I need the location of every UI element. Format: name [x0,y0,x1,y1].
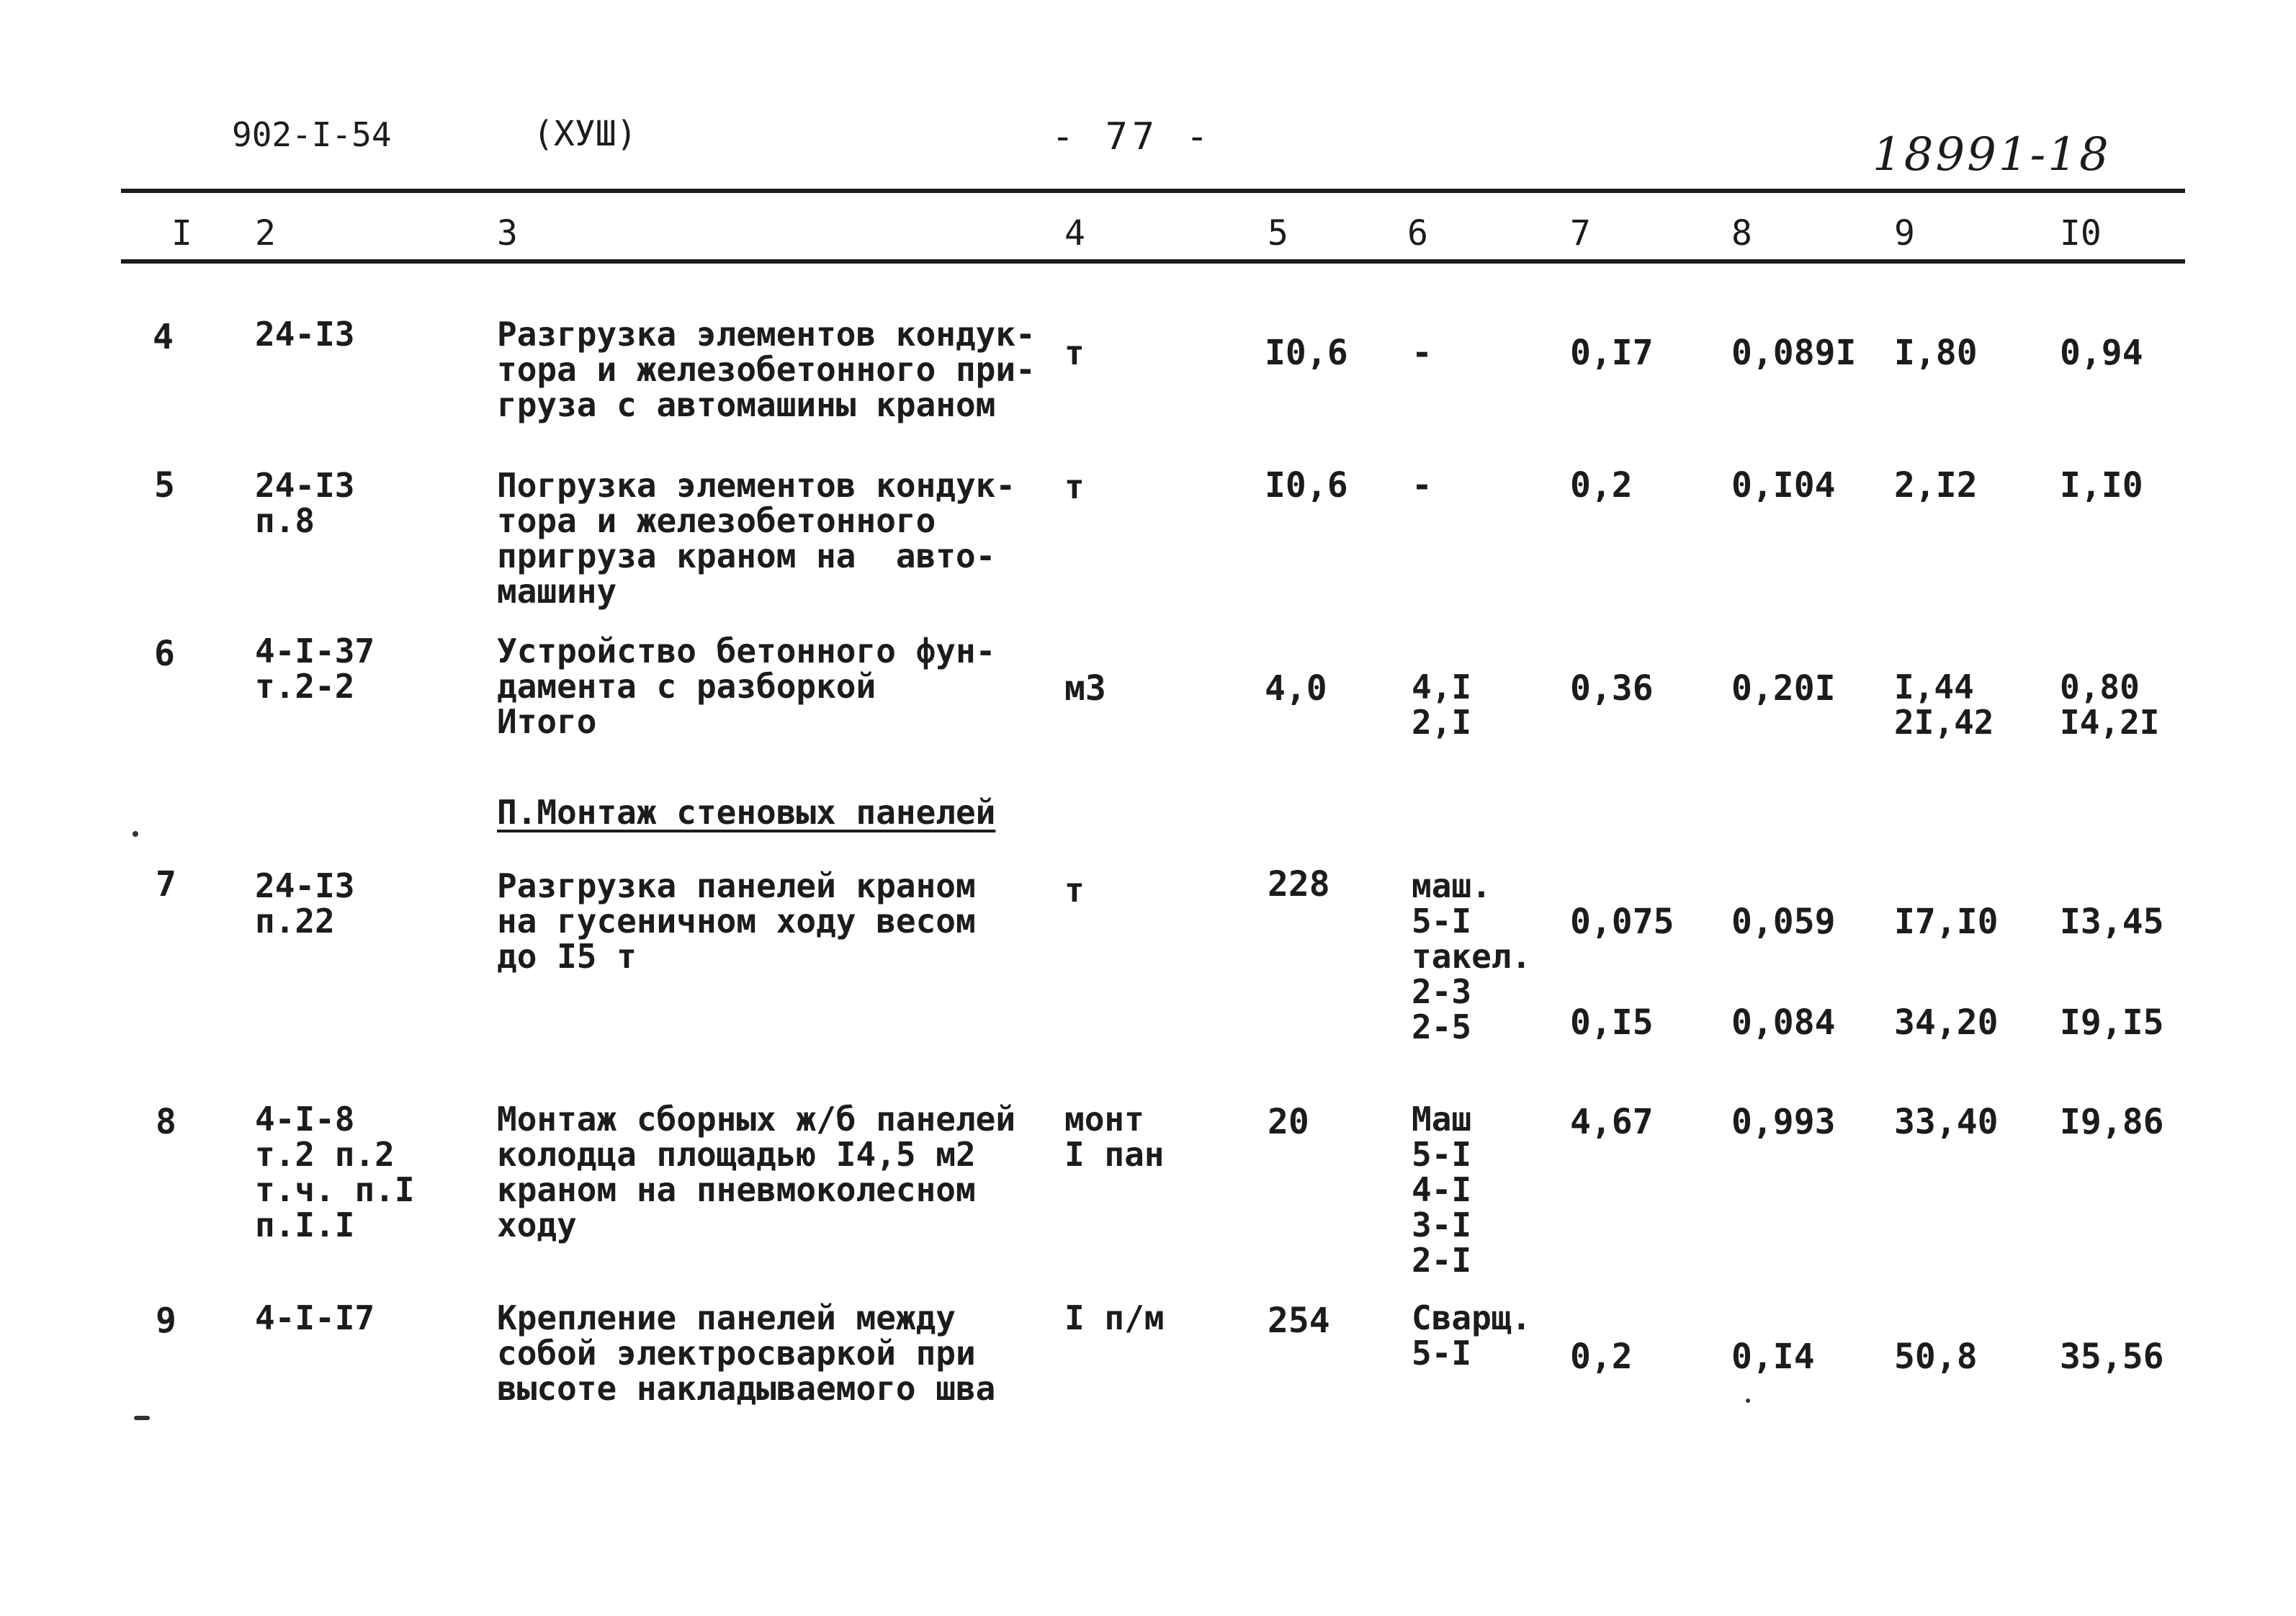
column-header-8: 8 [1731,213,1752,253]
norm-reference: 24-I3 п.22 [255,866,355,941]
column-header-1: I [171,213,192,253]
value-col7-second: 0,I5 [1570,1002,1654,1043]
column-header-9: 9 [1894,213,1915,253]
work-description: Монтаж сборных ж/б панелей колодца площадью I4,5 м2 краном на пневмоколесном ходу [497,1100,1016,1244]
crew: маш. 5-I такел. 2-3 2-5 [1412,866,1532,1046]
norm-reference: 24-I3 п.8 [255,466,355,540]
value-col9: 50,8 [1894,1337,1978,1377]
scan-speck [134,1416,150,1420]
norm-reference: 4-I-I7 [255,1298,375,1337]
unit: т [1064,871,1085,910]
document-section: (ХУШ) [533,114,637,154]
column-header-6: 6 [1407,213,1428,253]
value-col10: I9,86 [2060,1102,2164,1142]
value-col7: 4,67 [1570,1102,1654,1142]
column-header-7: 7 [1570,213,1591,253]
quantity: I0,6 [1265,465,1348,506]
column-header-2: 2 [255,213,276,253]
column-header-10: I0 [2060,213,2102,253]
quantity: I0,6 [1265,333,1348,373]
value-col9: I,44 2I,42 [1894,668,1994,742]
scan-speck [1746,1399,1750,1403]
value-col8: 0,I04 [1731,465,1836,506]
row-number: 7 [156,864,176,904]
unit: монт I пан [1064,1100,1165,1174]
norm-reference: 24-I3 [255,315,355,354]
norm-reference: 4-I-37 т.2-2 [255,632,375,706]
unit: т [1064,333,1085,372]
work-description: Погрузка элементов кондук- тора и железобетонного пригруза краном на авто- машину [497,466,1016,611]
unit: т [1064,467,1085,506]
value-col9: 33,40 [1894,1102,1999,1142]
norm-reference: 4-I-8 т.2 п.2 т.ч. п.I п.I.I [255,1100,415,1244]
crew: 4,I 2,I [1412,668,1472,742]
document-code: 902-I-54 [232,115,392,154]
work-description: Разгрузка элементов кондук- тора и железобетонного при- груза с автомашины краном [497,315,1036,424]
value-col8: 0,059 [1731,902,1836,942]
column-header-4: 4 [1064,213,1085,253]
value-col9-second: 34,20 [1894,1002,1999,1043]
row-number: 5 [154,465,175,506]
row-number: 9 [156,1301,176,1341]
table-top-rule [121,189,2185,193]
value-col7: 0,I7 [1570,333,1654,373]
value-col7: 0,2 [1570,465,1633,506]
value-col8: 0,20I [1731,668,1836,709]
column-header-5: 5 [1268,213,1288,253]
value-col7: 0,2 [1570,1337,1633,1377]
value-col9: I,80 [1894,333,1978,373]
scan-speck [133,831,138,837]
crew: - [1412,333,1432,373]
crew: Маш 5-I 4-I 3-I 2-I [1412,1100,1472,1280]
quantity: 4,0 [1265,668,1327,709]
quantity: 20 [1268,1102,1309,1142]
value-col7: 0,36 [1570,668,1654,709]
value-col8-second: 0,084 [1731,1002,1836,1043]
crew: - [1412,465,1432,506]
value-col8: 0,089I [1731,333,1857,373]
quantity: 254 [1268,1301,1330,1341]
page-number: - 77 - [1051,115,1213,158]
quantity: 228 [1268,864,1330,904]
work-description: Устройство бетонного фун- дамента с разборкой Итого [497,632,996,741]
work-description: Разгрузка панелей краном на гусеничном ходу весом до I5 т [497,866,976,976]
table-header-rule [121,259,2185,264]
value-col10: I3,45 [2060,902,2164,942]
value-col10: I,I0 [2060,465,2143,506]
value-col10: 35,56 [2060,1337,2164,1377]
value-col10: 0,80 I4,2I [2060,668,2160,742]
unit: I п/м [1064,1298,1165,1337]
column-header-3: 3 [497,213,518,253]
row-number: 6 [154,634,175,674]
value-col10: 0,94 [2060,333,2143,373]
section-title: П.Монтаж стеновых панелей [497,793,996,832]
value-col8: 0,I4 [1731,1337,1815,1377]
row-number: 4 [153,317,174,357]
value-col7: 0,075 [1570,902,1674,942]
value-col8: 0,993 [1731,1102,1836,1142]
unit: м3 [1064,668,1106,709]
crew: Сварщ. 5-I [1412,1298,1532,1373]
work-description: Крепление панелей между собой электросваркой при высоте накладываемого шва [497,1298,996,1408]
row-number: 8 [156,1102,176,1142]
sheet-number-handwritten: 18991-18 [1873,128,2111,181]
value-col9: 2,I2 [1894,465,1978,506]
value-col10-second: I9,I5 [2060,1002,2164,1043]
value-col9: I7,I0 [1894,902,1999,942]
